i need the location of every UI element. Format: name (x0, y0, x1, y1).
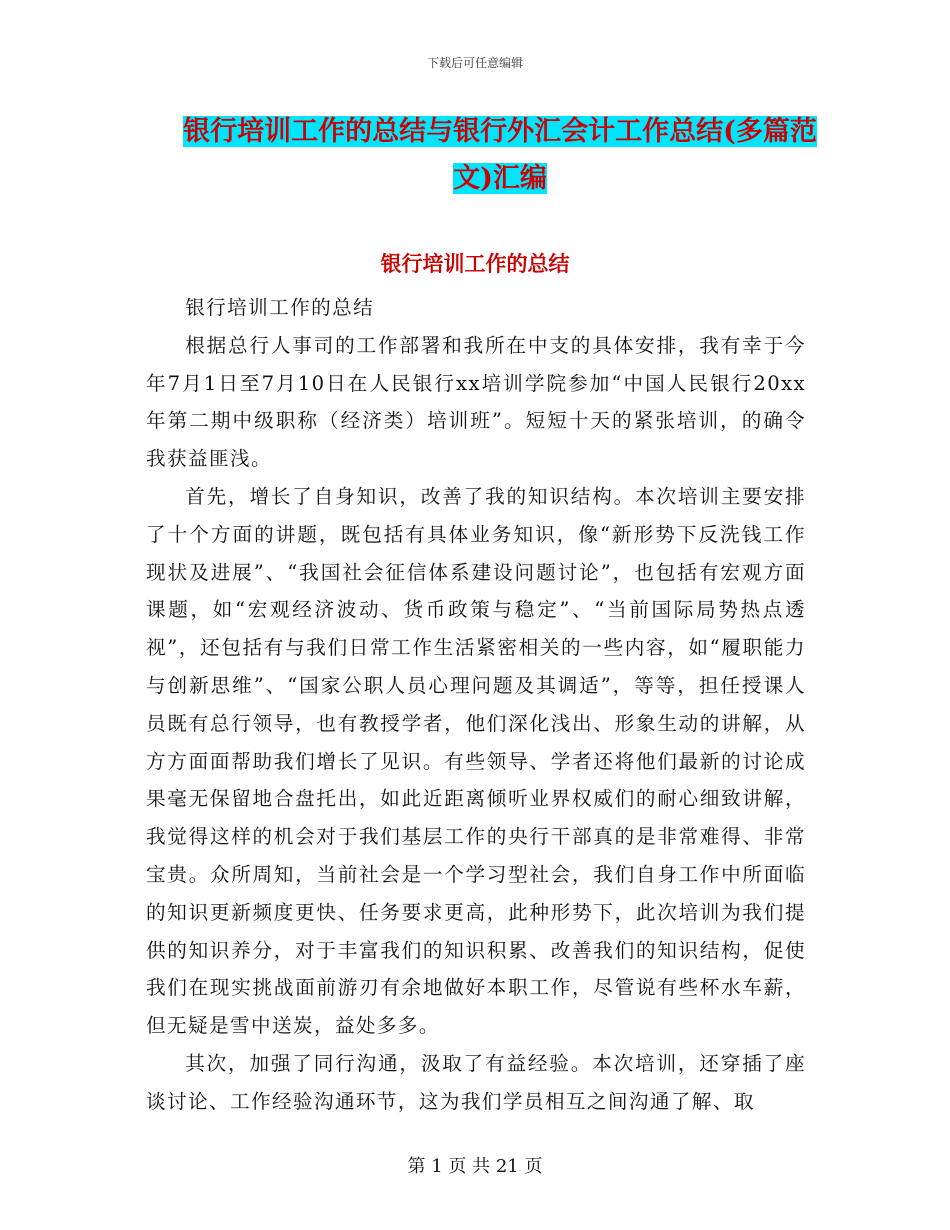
header-note: 下载后可任意编辑 (426, 56, 523, 70)
document-body (146, 289, 806, 1121)
paragraph: 根据总行人事司的工作部署和我所在中支的具体安排，我有幸于今年7月1日至7月10日在人民银行xx培训学院参加“中国人民银行20xx年第二期中级职称（经济类）培训班”。短短十天的紧张培训，的确令我获益匪浅。 (146, 333, 806, 471)
paragraph: 其次，加强了同行沟通，汲取了有益经验。本次培训，还穿插了座谈讨论、工作经验沟通环节，这为我们学员相互之间沟通了解、取 (146, 1051, 806, 1113)
document-title-text: 银行培训工作的总结与银行外汇会计工作总结(多篇范文)汇编 (183, 116, 817, 194)
paragraph: 首先，增长了自身知识，改善了我的知识结构。本次培训主要安排了十个方面的讲题，既包括有具体业务知识，像“新形势下反洗钱工作现状及进展”、“我国社会征信体系建设问题讨论”，也包括有宏观方面课题，如“宏观经济波动、货币政策与稳定”、“当前国际局势热点透视”，还包括有与我们日常工作生活紧密相关的一些内容，如“履职能力与创新思维”、“国家公职人员心理问题及其调适”，等等，担任授课人员既有总行领导，也有教授学者，他们深化浅出、形象生动的讲解，从方方面面帮助我们增长了见识。有些领导、学者还将他们最新的讨论成果毫无保留地合盘托出，如此近距离倾听业界权威们的耐心细致讲解，我觉得这样的机会对于我们基层工作的央行干部真的是非常难得、非常宝贵。众所周知，当前社会是一个学习型社会，我们自身工作中所面临的知识更新频度更快、任务要求更高，此种形势下，此次培训为我们提供的知识养分，对于丰富我们的知识积累、改善我们的知识结构，促使我们在现实挑战面前游刃有余地做好本职工作，尽管说有些杯水车薪，但无疑是雪中送炭，益处多多。 (146, 484, 806, 1038)
document-title (180, 108, 820, 202)
section-title: 银行培训工作的总结 (380, 251, 570, 276)
paragraph: 银行培训工作的总结 (185, 296, 375, 319)
page-footer: 第 1 页 共 21 页 (407, 1156, 543, 1177)
